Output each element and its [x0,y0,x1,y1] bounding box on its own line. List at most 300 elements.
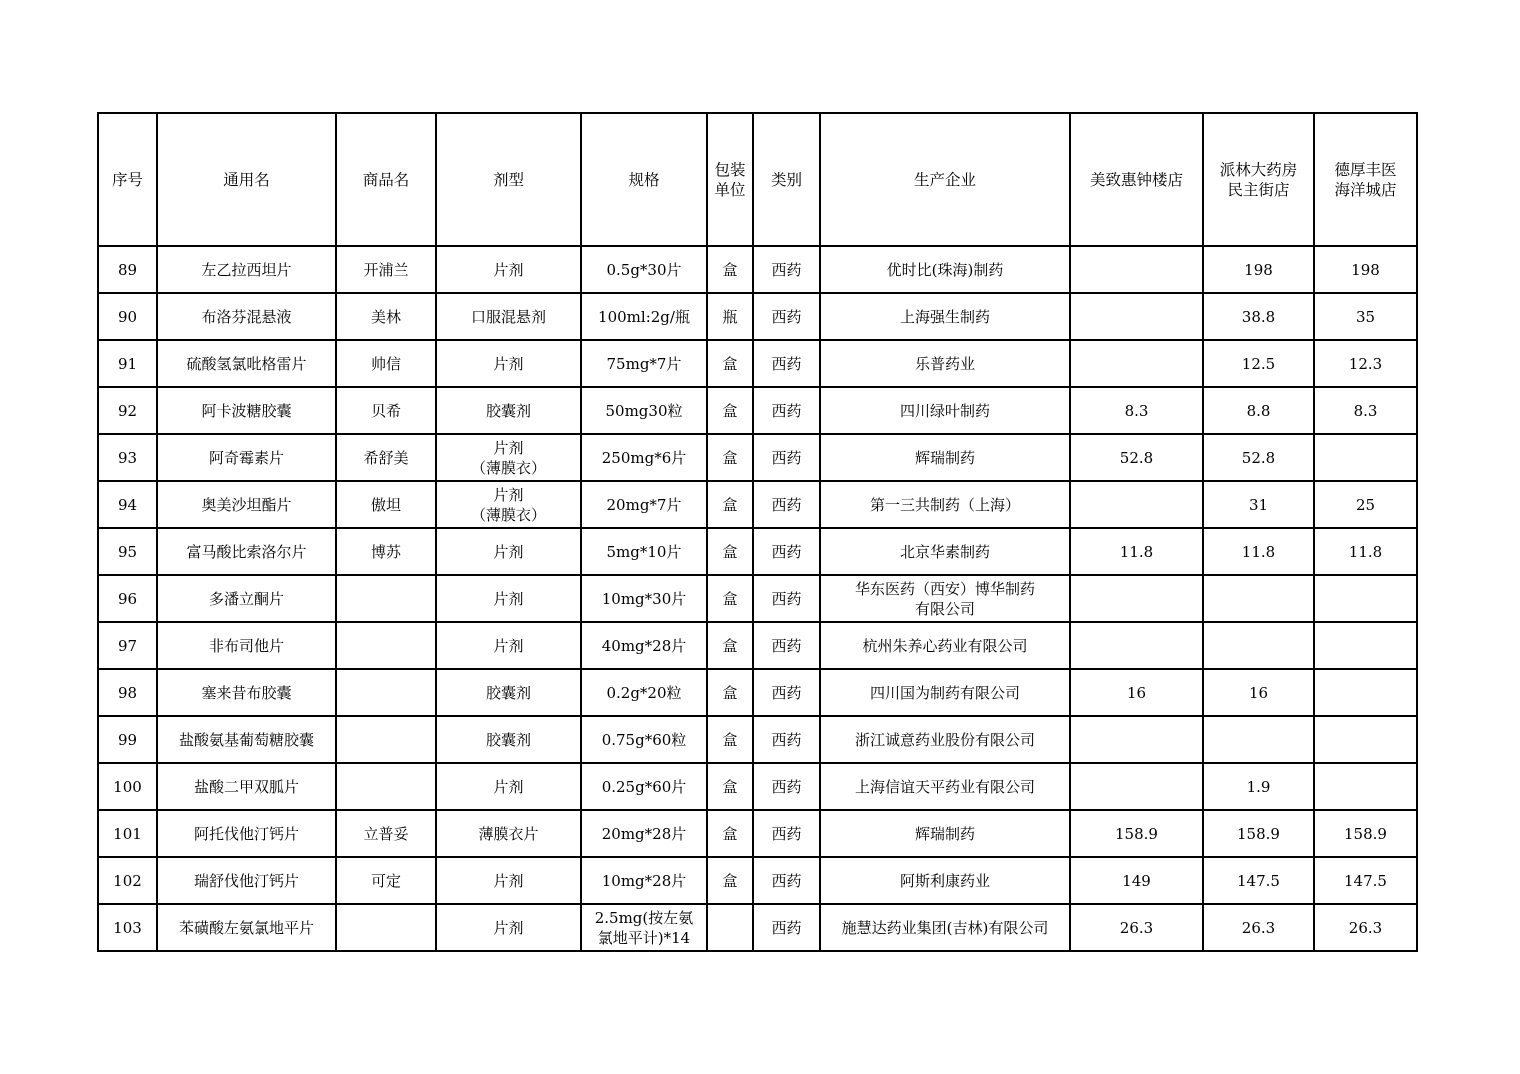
col-store-meizhihui-cell [1070,810,1203,857]
cell-value: 阿奇霉素片 [208,448,284,467]
col-manufacturer-cell [820,246,1070,293]
cell-value: 上海强生制药 [899,307,990,326]
table-row [98,904,1417,951]
table-body [98,246,1417,951]
col-category-cell [753,387,820,434]
col-store-meizhihui-cell [1070,481,1203,528]
col-specification-cell [581,246,707,293]
col-store-dehoufeng-cell [1314,293,1417,340]
col-category-cell [753,575,820,622]
col-store-meizhihui-cell [1070,669,1203,716]
cell-value: 四川国为制药有限公司 [869,683,1020,702]
cell-value: 瓶 [722,307,738,326]
cell-value: 26.3 [1348,918,1383,937]
cell-value: 26.3 [1119,918,1154,937]
col-store-dehoufeng-cell [1314,434,1417,481]
table-row [98,293,1417,340]
header-label: 商品名 [362,170,410,189]
cell-value: 102 [113,871,142,890]
col-package-unit-cell [707,481,753,528]
col-store-meizhihui-cell [1070,904,1203,951]
cell-value: 西药 [771,401,802,420]
cell-value: 华东医药（西安）博华制药 有限公司 [854,579,1035,618]
col-generic-name-cell [157,434,336,481]
cell-value: 富马酸比索洛尔片 [186,542,307,561]
table-row [98,716,1417,763]
table-row [98,857,1417,904]
cell-value: 11.8 [1119,542,1154,561]
col-generic-name-cell [157,857,336,904]
col-store-meizhihui-cell [1070,857,1203,904]
col-store-meizhihui-cell [1070,434,1203,481]
col-store-pailin-cell [1203,622,1314,669]
col-brand-name-cell [336,575,436,622]
col-generic-name-cell [157,622,336,669]
col-dosage-form-cell [436,904,581,951]
cell-value: 8.3 [1353,401,1378,420]
cell-value: 西药 [771,777,802,796]
col-manufacturer-cell [820,904,1070,951]
col-store-pailin-cell [1203,575,1314,622]
cell-value: 20mg*7片 [606,495,682,514]
col-generic-name-cell [157,481,336,528]
cell-value: 四川绿叶制药 [899,401,990,420]
col-brand-name-cell [336,904,436,951]
table-row [98,810,1417,857]
table-row [98,434,1417,481]
cell-value: 西药 [771,918,802,937]
col-dosage-form-cell [436,340,581,387]
col-index-cell [98,763,157,810]
col-category-cell [753,293,820,340]
cell-value: 盒 [722,730,738,749]
col-dosage-form-cell [436,575,581,622]
col-dosage-form-cell [436,481,581,528]
col-index-cell [98,340,157,387]
cell-value: 98 [117,683,138,702]
col-category-cell [753,716,820,763]
col-generic-name-cell [157,904,336,951]
col-specification-cell [581,293,707,340]
col-brand-name-cell [336,293,436,340]
col-store-pailin-cell [1203,481,1314,528]
col-brand-name-cell [336,857,436,904]
col-store-meizhihui-cell [1070,716,1203,763]
cell-value: 苯磺酸左氨氯地平片 [178,918,314,937]
col-brand-name-cell [336,481,436,528]
cell-value: 147.5 [1344,871,1387,890]
col-category-cell [753,763,820,810]
cell-value: 97 [117,636,138,655]
cell-value: 片剂 （薄膜衣） [470,485,546,524]
cell-value: 盒 [722,260,738,279]
cell-value: 片剂 [493,589,524,608]
cell-value: 薄膜衣片 [478,824,539,843]
cell-value: 盒 [722,683,738,702]
col-generic-name-cell [157,763,336,810]
cell-value: 帅信 [370,354,401,373]
cell-value: 158.9 [1237,824,1280,843]
cell-value: 盒 [722,824,738,843]
cell-value: 奥美沙坦酯片 [201,495,292,514]
header-label: 包装 单位 [714,160,746,199]
col-generic-name-cell [157,716,336,763]
col-generic-name-cell [157,387,336,434]
col-brand-name-cell [336,716,436,763]
cell-value: 阿斯利康药业 [899,871,990,890]
cell-value: 西药 [771,542,802,561]
col-manufacturer-cell [820,340,1070,387]
cell-value: 149 [1122,871,1151,890]
col-generic-name-cell [157,293,336,340]
table-row [98,528,1417,575]
col-dosage-form-cell [436,763,581,810]
cell-value: 片剂 [493,636,524,655]
cell-value: 8.3 [1124,401,1149,420]
col-dosage-form-cell [436,387,581,434]
col-store-pailin-cell [1203,246,1314,293]
col-brand-name-cell [336,763,436,810]
cell-value: 0.75g*60粒 [601,730,687,749]
col-specification-cell [581,763,707,810]
col-manufacturer-cell [820,434,1070,481]
col-specification-header [581,113,707,246]
col-store-dehoufeng-cell [1314,387,1417,434]
cell-value: 硫酸氢氯吡格雷片 [186,354,307,373]
col-generic-name-cell [157,528,336,575]
header-label: 规格 [628,170,660,189]
cell-value: 片剂 [493,354,524,373]
col-dosage-form-cell [436,810,581,857]
col-package-unit-cell [707,904,753,951]
cell-value: 40mg*28片 [601,636,687,655]
cell-value: 开浦兰 [363,260,409,279]
cell-value: 16 [1248,683,1269,702]
col-specification-cell [581,716,707,763]
header-label: 类别 [770,170,802,189]
col-store-pailin-cell [1203,340,1314,387]
cell-value: 西药 [771,871,802,890]
col-specification-cell [581,387,707,434]
col-store-meizhihui-cell [1070,293,1203,340]
cell-value: 胶囊剂 [485,730,531,749]
col-package-unit-header [707,113,753,246]
cell-value: 2.5mg(按左氨 氯地平计)*14 [594,908,694,947]
col-category-cell [753,810,820,857]
cell-value: 12.5 [1241,354,1276,373]
cell-value: 优时比(珠海)制药 [886,260,1004,279]
col-index-cell [98,528,157,575]
col-store-dehoufeng-header [1314,113,1417,246]
col-generic-name-header [157,113,336,246]
col-specification-cell [581,528,707,575]
header-label: 序号 [111,170,143,189]
col-brand-name-cell [336,246,436,293]
cell-value: 147.5 [1237,871,1280,890]
cell-value: 101 [113,824,142,843]
cell-value: 片剂 [493,777,524,796]
cell-value: 阿托伐他汀钙片 [193,824,299,843]
col-category-header [753,113,820,246]
col-index-cell [98,622,157,669]
cell-value: 盐酸氨基葡萄糖胶囊 [178,730,314,749]
cell-value: 乐普药业 [914,354,975,373]
cell-value: 93 [117,448,138,467]
col-index-cell [98,246,157,293]
col-brand-name-cell [336,669,436,716]
cell-value: 0.25g*60片 [601,777,687,796]
col-store-dehoufeng-cell [1314,622,1417,669]
table-row [98,387,1417,434]
cell-value: 胶囊剂 [485,683,531,702]
col-specification-cell [581,575,707,622]
col-category-cell [753,669,820,716]
col-store-meizhihui-cell [1070,575,1203,622]
col-specification-cell [581,669,707,716]
cell-value: 盒 [722,401,738,420]
cell-value: 35 [1355,307,1376,326]
cell-value: 100ml:2g/瓶 [598,307,690,326]
col-store-pailin-cell [1203,434,1314,481]
cell-value: 20mg*28片 [601,824,687,843]
cell-value: 12.3 [1348,354,1383,373]
cell-value: 西药 [771,683,802,702]
col-dosage-form-cell [436,716,581,763]
col-specification-cell [581,481,707,528]
col-store-dehoufeng-cell [1314,246,1417,293]
col-manufacturer-cell [820,387,1070,434]
cell-value: 施慧达药业集团(吉林)有限公司 [841,918,1049,937]
table-row [98,669,1417,716]
cell-value: 75mg*7片 [606,354,682,373]
cell-value: 西药 [771,824,802,843]
table-header [98,113,1417,246]
cell-value: 西药 [771,448,802,467]
col-store-meizhihui-header [1070,113,1203,246]
cell-value: 盒 [722,871,738,890]
cell-value: 辉瑞制药 [914,824,975,843]
cell-value: 辉瑞制药 [914,448,975,467]
cell-value: 左乙拉西坦片 [201,260,292,279]
cell-value: 100 [113,777,142,796]
col-store-pailin-cell [1203,904,1314,951]
header-row [98,113,1417,246]
cell-value: 博苏 [370,542,401,561]
header-label: 德厚丰医 海洋城店 [1334,160,1397,199]
cell-value: 阿卡波糖胶囊 [201,401,292,420]
col-index-header [98,113,157,246]
col-store-dehoufeng-cell [1314,669,1417,716]
col-dosage-form-cell [436,246,581,293]
col-store-dehoufeng-cell [1314,340,1417,387]
col-store-dehoufeng-cell [1314,481,1417,528]
cell-value: 89 [117,260,138,279]
col-store-meizhihui-cell [1070,246,1203,293]
header-label: 美致惠钟楼店 [1089,170,1183,189]
cell-value: 布洛芬混悬液 [201,307,292,326]
cell-value: 瑞舒伐他汀钙片 [193,871,299,890]
cell-value: 198 [1244,260,1273,279]
cell-value: 11.8 [1348,542,1383,561]
cell-value: 浙江诚意药业股份有限公司 [854,730,1035,749]
col-dosage-form-cell [436,293,581,340]
col-category-cell [753,857,820,904]
col-manufacturer-cell [820,810,1070,857]
cell-value: 99 [117,730,138,749]
cell-value: 50mg30粒 [605,401,683,420]
col-manufacturer-header [820,113,1070,246]
cell-value: 96 [117,589,138,608]
col-package-unit-cell [707,716,753,763]
col-manufacturer-cell [820,528,1070,575]
cell-value: 立普妥 [363,824,409,843]
col-store-dehoufeng-cell [1314,904,1417,951]
table-row [98,575,1417,622]
col-specification-cell [581,810,707,857]
cell-value: 非布司他片 [208,636,284,655]
cell-value: 52.8 [1119,448,1154,467]
cell-value: 52.8 [1241,448,1276,467]
col-specification-cell [581,434,707,481]
col-dosage-form-cell [436,669,581,716]
col-store-dehoufeng-cell [1314,575,1417,622]
col-index-cell [98,810,157,857]
cell-value: 傲坦 [370,495,401,514]
col-category-cell [753,904,820,951]
col-specification-cell [581,904,707,951]
cell-value: 31 [1248,495,1269,514]
col-package-unit-cell [707,246,753,293]
cell-value: 0.2g*20粒 [606,683,682,702]
col-generic-name-cell [157,340,336,387]
col-package-unit-cell [707,434,753,481]
col-index-cell [98,669,157,716]
col-generic-name-cell [157,246,336,293]
cell-value: 158.9 [1115,824,1158,843]
col-store-pailin-cell [1203,810,1314,857]
col-store-pailin-cell [1203,763,1314,810]
cell-value: 杭州朱养心药业有限公司 [862,636,1028,655]
cell-value: 西药 [771,730,802,749]
col-brand-name-cell [336,387,436,434]
col-brand-name-cell [336,810,436,857]
cell-value: 片剂 [493,542,524,561]
cell-value: 95 [117,542,138,561]
col-store-dehoufeng-cell [1314,528,1417,575]
col-manufacturer-cell [820,622,1070,669]
table-row [98,622,1417,669]
col-brand-name-cell [336,340,436,387]
col-category-cell [753,481,820,528]
cell-value: 盒 [722,542,738,561]
cell-value: 盐酸二甲双胍片 [193,777,299,796]
cell-value: 250mg*6片 [601,448,687,467]
col-brand-name-cell [336,434,436,481]
table-row [98,246,1417,293]
col-index-cell [98,293,157,340]
col-generic-name-cell [157,669,336,716]
col-index-cell [98,575,157,622]
cell-value: 西药 [771,589,802,608]
cell-value: 10mg*28片 [601,871,687,890]
col-store-pailin-cell [1203,387,1314,434]
col-store-pailin-cell [1203,857,1314,904]
header-label: 生产企业 [913,170,976,189]
cell-value: 盒 [722,636,738,655]
col-dosage-form-cell [436,528,581,575]
col-store-meizhihui-cell [1070,340,1203,387]
col-generic-name-cell [157,810,336,857]
col-category-cell [753,528,820,575]
cell-value: 胶囊剂 [485,401,531,420]
col-package-unit-cell [707,669,753,716]
col-store-pailin-cell [1203,293,1314,340]
col-index-cell [98,387,157,434]
cell-value: 盒 [722,495,738,514]
col-index-cell [98,716,157,763]
cell-value: 北京华素制药 [899,542,990,561]
col-category-cell [753,340,820,387]
col-store-meizhihui-cell [1070,622,1203,669]
cell-value: 西药 [771,260,802,279]
drug-price-table [97,112,1418,952]
cell-value: 希舒美 [363,448,409,467]
cell-value: 10mg*30片 [601,589,687,608]
col-package-unit-cell [707,810,753,857]
col-category-cell [753,434,820,481]
cell-value: 贝希 [370,401,401,420]
cell-value: 片剂 （薄膜衣） [470,438,546,477]
col-index-cell [98,857,157,904]
col-brand-name-header [336,113,436,246]
cell-value: 西药 [771,307,802,326]
col-index-cell [98,481,157,528]
cell-value: 38.8 [1241,307,1276,326]
col-manufacturer-cell [820,481,1070,528]
col-package-unit-cell [707,340,753,387]
table-row [98,481,1417,528]
col-store-pailin-header [1203,113,1314,246]
cell-value: 第一三共制药（上海） [869,495,1020,514]
col-index-cell [98,434,157,481]
col-brand-name-cell [336,622,436,669]
col-store-dehoufeng-cell [1314,857,1417,904]
cell-value: 口服混悬剂 [470,307,546,326]
cell-value: 92 [117,401,138,420]
col-store-pailin-cell [1203,669,1314,716]
col-store-dehoufeng-cell [1314,716,1417,763]
cell-value: 盒 [722,448,738,467]
cell-value: 片剂 [493,871,524,890]
table-row [98,763,1417,810]
cell-value: 塞来昔布胶囊 [201,683,292,702]
col-store-pailin-cell [1203,716,1314,763]
col-package-unit-cell [707,763,753,810]
col-brand-name-cell [336,528,436,575]
cell-value: 158.9 [1344,824,1387,843]
cell-value: 盒 [722,589,738,608]
header-label: 剂型 [492,170,524,189]
col-store-pailin-cell [1203,528,1314,575]
cell-value: 片剂 [493,260,524,279]
cell-value: 94 [117,495,138,514]
cell-value: 0.5g*30片 [606,260,682,279]
col-category-cell [753,622,820,669]
cell-value: 26.3 [1241,918,1276,937]
col-index-cell [98,904,157,951]
cell-value: 103 [113,918,142,937]
col-specification-cell [581,622,707,669]
